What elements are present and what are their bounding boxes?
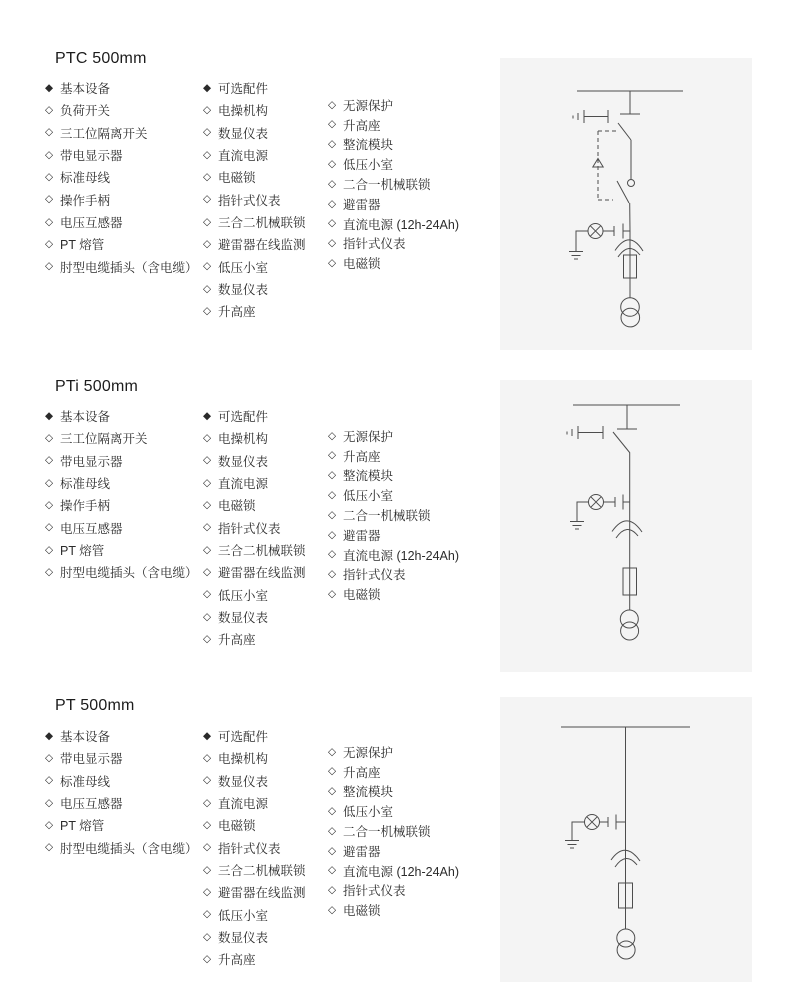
list-item-label: 升高座: [218, 633, 256, 648]
optional-accessories-list: [203, 725, 306, 970]
pt-single-line-diagram: [500, 697, 752, 982]
list-item: [203, 278, 306, 300]
diamond-hollow-icon: ◇: [328, 904, 337, 917]
diamond-hollow-icon: ◇: [328, 805, 337, 818]
diamond-hollow-icon: ◇: [45, 237, 54, 250]
list-item-label: 低压小室: [343, 158, 394, 173]
list-item: [328, 426, 459, 446]
list-item: [203, 792, 306, 814]
diamond-filled-icon: ◆: [203, 81, 212, 94]
list-item-label: 无源保护: [343, 745, 394, 760]
list-header: [45, 405, 198, 427]
list-item: [328, 95, 459, 115]
list-item: [328, 801, 459, 821]
optional-accessories-list-extra: [328, 95, 459, 273]
list-item: [203, 450, 306, 472]
list-item: [328, 861, 459, 881]
disconnector-switch-icon: [613, 432, 630, 453]
list-item-label: 三工位隔离开关: [60, 126, 148, 141]
list-item-label: 电磁锁: [218, 819, 256, 834]
list-item-label: 电磁锁: [218, 499, 256, 514]
diamond-filled-icon: ◆: [45, 81, 54, 94]
diamond-hollow-icon: ◇: [203, 796, 212, 809]
list-item-label: 低压小室: [218, 588, 269, 603]
ptc-single-line-diagram: [500, 58, 752, 350]
list-item-label: 整流模块: [343, 785, 394, 800]
diamond-hollow-icon: ◇: [328, 785, 337, 798]
list-item-label: 二合一机械联锁: [343, 825, 431, 840]
diamond-hollow-icon: ◇: [45, 260, 54, 273]
list-item: [328, 821, 459, 841]
diamond-hollow-icon: ◇: [203, 476, 212, 489]
diamond-hollow-icon: ◇: [203, 432, 212, 445]
list-item-label: 三合二机械联锁: [218, 863, 306, 878]
list-item-label: 避雷器: [343, 197, 381, 212]
diamond-hollow-icon: ◇: [328, 548, 337, 561]
basic-equipment-list: [45, 725, 198, 859]
list-header-label: 可选配件: [218, 730, 269, 745]
diamond-hollow-icon: ◇: [328, 489, 337, 502]
list-header-label: 可选配件: [218, 410, 269, 425]
diamond-hollow-icon: ◇: [328, 508, 337, 521]
basic-equipment-list: [45, 405, 198, 583]
list-item-label: 带电显示器: [60, 149, 123, 164]
list-item: [203, 472, 306, 494]
list-item-label: 升高座: [218, 305, 256, 320]
list-item: [203, 427, 306, 449]
list-item: [203, 516, 306, 538]
indicator-lamp-cross-icon: [591, 497, 602, 508]
list-item: [328, 584, 459, 604]
list-item: [328, 253, 459, 273]
list-item-label: 避雷器在线监测: [218, 566, 306, 581]
list-item: [328, 881, 459, 901]
list-item: [203, 747, 306, 769]
list-item: [45, 792, 198, 814]
list-item: [45, 494, 198, 516]
list-item: [203, 144, 306, 166]
list-item: [45, 539, 198, 561]
list-item: [45, 450, 198, 472]
diamond-hollow-icon: ◇: [328, 824, 337, 837]
voltage-indicator-branch: [576, 231, 630, 251]
list-item: [328, 505, 459, 525]
contact-point-icon: [628, 180, 635, 187]
list-item-label: 肘型电缆插头（含电缆）: [60, 566, 198, 581]
list-item: [203, 122, 306, 144]
list-item-label: 升高座: [343, 118, 381, 133]
list-item: [203, 583, 306, 605]
list-item-label: 避雷器在线监测: [218, 238, 306, 253]
list-item: [45, 561, 198, 583]
list-item-label: 低压小室: [343, 489, 394, 504]
diamond-hollow-icon: ◇: [45, 432, 54, 445]
list-header-label: 基本设备: [60, 730, 111, 745]
list-item-label: 数显仪表: [218, 610, 269, 625]
diamond-hollow-icon: ◇: [203, 215, 212, 228]
earthing-switch-icon: [573, 110, 608, 123]
list-item-label: 肘型电缆插头（含电缆）: [60, 841, 198, 856]
list-item: [203, 539, 306, 561]
list-item: [328, 782, 459, 802]
list-item: [45, 166, 198, 188]
list-item: [328, 234, 459, 254]
diamond-hollow-icon: ◇: [328, 257, 337, 270]
optional-accessories-list: [203, 77, 306, 322]
diamond-hollow-icon: ◇: [203, 171, 212, 184]
list-item-label: 标准母线: [60, 171, 111, 186]
cable-connector-icon: [612, 521, 642, 538]
list-item: [203, 859, 306, 881]
list-item-label: PT 熔管: [60, 819, 105, 834]
diamond-hollow-icon: ◇: [203, 237, 212, 250]
diamond-hollow-icon: ◇: [203, 752, 212, 765]
pti-single-line-diagram: [500, 380, 752, 672]
diamond-hollow-icon: ◇: [203, 885, 212, 898]
list-item: [328, 742, 459, 762]
capacitor-divider-icon: [615, 495, 623, 510]
list-item-label: 带电显示器: [60, 752, 123, 767]
list-item-label: 整流模块: [343, 138, 394, 153]
list-item: [203, 881, 306, 903]
voltage-transformer-icon: [617, 941, 635, 959]
list-item: [45, 516, 198, 538]
list-item: [45, 233, 198, 255]
diamond-hollow-icon: ◇: [45, 104, 54, 117]
diamond-hollow-icon: ◇: [328, 588, 337, 601]
disconnector-switch-icon: [618, 123, 631, 179]
diamond-hollow-icon: ◇: [203, 193, 212, 206]
optional-accessories-list-extra: [328, 742, 459, 920]
list-item-label: 操作手柄: [60, 193, 111, 208]
diamond-hollow-icon: ◇: [203, 841, 212, 854]
diamond-hollow-icon: ◇: [203, 148, 212, 161]
diamond-hollow-icon: ◇: [45, 819, 54, 832]
list-item: [45, 814, 198, 836]
list-item-label: 指针式仪表: [343, 884, 406, 899]
list-item: [203, 926, 306, 948]
diamond-hollow-icon: ◇: [45, 454, 54, 467]
diamond-hollow-icon: ◇: [328, 469, 337, 482]
diamond-hollow-icon: ◇: [328, 528, 337, 541]
diamond-hollow-icon: ◇: [203, 565, 212, 578]
list-item-label: 电磁锁: [343, 588, 381, 603]
list-item: [203, 188, 306, 210]
indicator-lamp-cross-icon: [590, 226, 601, 237]
diamond-hollow-icon: ◇: [203, 774, 212, 787]
list-item-label: 电操机构: [218, 432, 269, 447]
optional-accessories-list: [203, 405, 306, 650]
capacitor-divider-icon: [608, 815, 616, 830]
list-item-label: 直流电源: [218, 149, 269, 164]
list-item-label: 升高座: [218, 953, 256, 968]
list-item-label: 电操机构: [218, 752, 269, 767]
list-item: [328, 174, 459, 194]
list-item-label: 负荷开关: [60, 104, 111, 119]
list-item-label: 直流电源 (12h-24Ah): [343, 548, 460, 563]
list-item-label: 指针式仪表: [343, 237, 406, 252]
list-item: [328, 154, 459, 174]
diamond-hollow-icon: ◇: [203, 588, 212, 601]
diamond-hollow-icon: ◇: [328, 158, 337, 171]
busbar-drop: [617, 405, 637, 429]
diamond-hollow-icon: ◇: [45, 499, 54, 512]
earth-icon: [570, 522, 584, 530]
list-item: [45, 99, 198, 121]
list-item: [45, 211, 198, 233]
list-item-label: 电压互感器: [60, 215, 123, 230]
list-item-label: 电压互感器: [60, 797, 123, 812]
list-item: [203, 948, 306, 970]
list-item-label: 电压互感器: [60, 521, 123, 536]
list-item-label: 数显仪表: [218, 454, 269, 469]
list-item-label: 直流电源: [218, 477, 269, 492]
list-item-label: 升高座: [343, 449, 381, 464]
earth-icon: [569, 252, 583, 260]
list-item: [203, 561, 306, 583]
earthing-switch-icon: [567, 426, 603, 439]
list-item-label: 数显仪表: [218, 774, 269, 789]
list-item-label: 电磁锁: [343, 257, 381, 272]
diamond-hollow-icon: ◇: [203, 126, 212, 139]
diamond-hollow-icon: ◇: [45, 543, 54, 556]
list-header-label: 基本设备: [60, 410, 111, 425]
list-item: [328, 194, 459, 214]
list-item: [203, 166, 306, 188]
list-item: [328, 762, 459, 782]
list-item-label: 带电显示器: [60, 454, 123, 469]
list-item: [328, 214, 459, 234]
diamond-hollow-icon: ◇: [328, 844, 337, 857]
list-item-label: 数显仪表: [218, 282, 269, 297]
list-header: [203, 725, 306, 747]
diamond-hollow-icon: ◇: [328, 864, 337, 877]
list-item-label: 低压小室: [218, 908, 269, 923]
list-item: [328, 545, 459, 565]
list-item: [328, 485, 459, 505]
section-title-pt: PT 500mm: [55, 697, 135, 714]
diamond-hollow-icon: ◇: [45, 148, 54, 161]
list-item-label: 数显仪表: [218, 126, 269, 141]
diamond-hollow-icon: ◇: [203, 499, 212, 512]
list-item: [328, 466, 459, 486]
diamond-hollow-icon: ◇: [328, 197, 337, 210]
list-item-label: 升高座: [343, 765, 381, 780]
cable-connector-icon: [615, 240, 643, 257]
circuit-diagram-panel: [500, 697, 752, 982]
list-item: [328, 135, 459, 155]
list-item: [328, 565, 459, 585]
list-item-label: 操作手柄: [60, 499, 111, 514]
list-item: [45, 770, 198, 792]
diamond-hollow-icon: ◇: [45, 476, 54, 489]
list-item: [45, 472, 198, 494]
list-item-label: 肘型电缆插头（含电缆）: [60, 260, 198, 275]
list-item: [45, 122, 198, 144]
interlock-linkage-icon: [598, 131, 617, 200]
diamond-hollow-icon: ◇: [45, 193, 54, 206]
busbar-drop: [620, 91, 640, 114]
list-item-label: 指针式仪表: [218, 841, 281, 856]
section-title-ptc: PTC 500mm: [55, 50, 147, 67]
list-item: [45, 427, 198, 449]
list-item-label: 低压小室: [343, 805, 394, 820]
diamond-hollow-icon: ◇: [203, 521, 212, 534]
list-item-label: 无源保护: [343, 98, 394, 113]
diamond-hollow-icon: ◇: [328, 449, 337, 462]
diamond-hollow-icon: ◇: [203, 543, 212, 556]
diamond-hollow-icon: ◇: [203, 908, 212, 921]
diamond-filled-icon: ◆: [45, 409, 54, 422]
list-item-label: 标准母线: [60, 477, 111, 492]
diamond-hollow-icon: ◇: [45, 126, 54, 139]
list-item-label: 避雷器: [343, 844, 381, 859]
diamond-hollow-icon: ◇: [203, 632, 212, 645]
list-item-label: 指针式仪表: [218, 521, 281, 536]
list-item: [203, 300, 306, 322]
list-item: [45, 836, 198, 858]
diamond-hollow-icon: ◇: [45, 215, 54, 228]
list-item-label: 直流电源: [218, 797, 269, 812]
diamond-hollow-icon: ◇: [203, 454, 212, 467]
diamond-hollow-icon: ◇: [45, 171, 54, 184]
list-item-label: 电磁锁: [218, 171, 256, 186]
diamond-hollow-icon: ◇: [203, 819, 212, 832]
diamond-hollow-icon: ◇: [203, 104, 212, 117]
list-item: [203, 211, 306, 233]
capacitor-divider-icon: [614, 224, 623, 239]
diamond-hollow-icon: ◇: [328, 745, 337, 758]
diamond-hollow-icon: ◇: [203, 610, 212, 623]
diamond-hollow-icon: ◇: [45, 565, 54, 578]
list-item: [328, 446, 459, 466]
list-item: [203, 255, 306, 277]
diamond-hollow-icon: ◇: [203, 282, 212, 295]
diamond-filled-icon: ◆: [203, 729, 212, 742]
list-item-label: 电磁锁: [343, 904, 381, 919]
voltage-transformer-icon: [621, 622, 639, 640]
list-item-label: 三合二机械联锁: [218, 215, 306, 230]
list-item-label: 直流电源 (12h-24Ah): [343, 217, 460, 232]
voltage-transformer-icon: [621, 308, 640, 327]
diamond-filled-icon: ◆: [45, 729, 54, 742]
diamond-filled-icon: ◆: [203, 409, 212, 422]
list-item-label: 三工位隔离开关: [60, 432, 148, 447]
diamond-hollow-icon: ◇: [203, 304, 212, 317]
list-item: [203, 494, 306, 516]
list-header-label: 可选配件: [218, 82, 269, 97]
earth-icon: [565, 841, 579, 849]
list-item-label: 避雷器: [343, 528, 381, 543]
list-item-label: 三合二机械联锁: [218, 543, 306, 558]
list-item: [203, 770, 306, 792]
list-item-label: 避雷器在线监测: [218, 886, 306, 901]
list-item: [45, 747, 198, 769]
list-item: [328, 900, 459, 920]
list-item-label: 低压小室: [218, 260, 269, 275]
diamond-hollow-icon: ◇: [45, 521, 54, 534]
diamond-hollow-icon: ◇: [203, 260, 212, 273]
diamond-hollow-icon: ◇: [328, 98, 337, 111]
diamond-hollow-icon: ◇: [45, 841, 54, 854]
diamond-hollow-icon: ◇: [45, 796, 54, 809]
list-item: [45, 255, 198, 277]
list-header: [45, 725, 198, 747]
list-item-label: 标准母线: [60, 774, 111, 789]
indicator-lamp-cross-icon: [587, 817, 598, 828]
list-header: [203, 405, 306, 427]
diamond-hollow-icon: ◇: [203, 863, 212, 876]
list-item-label: 电操机构: [218, 104, 269, 119]
diamond-hollow-icon: ◇: [328, 568, 337, 581]
circuit-diagram-panel: [500, 380, 752, 672]
list-item-label: 直流电源 (12h-24Ah): [343, 864, 460, 879]
diamond-hollow-icon: ◇: [328, 884, 337, 897]
list-item: [203, 606, 306, 628]
diamond-hollow-icon: ◇: [203, 952, 212, 965]
list-item: [203, 628, 306, 650]
list-item-label: 指针式仪表: [343, 568, 406, 583]
list-item-label: 二合一机械联锁: [343, 509, 431, 524]
optional-accessories-list-extra: [328, 426, 459, 604]
diamond-hollow-icon: ◇: [328, 118, 337, 131]
list-item-label: PT 熔管: [60, 238, 105, 253]
list-item: [203, 903, 306, 925]
diamond-hollow-icon: ◇: [328, 429, 337, 442]
diamond-hollow-icon: ◇: [328, 237, 337, 250]
list-item-label: 指针式仪表: [218, 193, 281, 208]
list-header-label: 基本设备: [60, 82, 111, 97]
diamond-hollow-icon: ◇: [328, 217, 337, 230]
circuit-diagram-panel: [500, 58, 752, 350]
list-item: [328, 841, 459, 861]
diamond-hollow-icon: ◇: [328, 177, 337, 190]
list-item-label: 二合一机械联锁: [343, 178, 431, 193]
list-item-label: PT 熔管: [60, 543, 105, 558]
basic-equipment-list: [45, 77, 198, 278]
list-header: [45, 77, 198, 99]
list-item: [328, 525, 459, 545]
diamond-hollow-icon: ◇: [45, 774, 54, 787]
diamond-hollow-icon: ◇: [203, 930, 212, 943]
list-item: [45, 144, 198, 166]
list-item: [203, 814, 306, 836]
list-item: [203, 233, 306, 255]
diamond-hollow-icon: ◇: [328, 765, 337, 778]
list-header: [203, 77, 306, 99]
diamond-hollow-icon: ◇: [328, 138, 337, 151]
list-item: [203, 836, 306, 858]
list-item: [203, 99, 306, 121]
diamond-hollow-icon: ◇: [45, 752, 54, 765]
list-item-label: 整流模块: [343, 469, 394, 484]
list-item-label: 无源保护: [343, 429, 394, 444]
list-item: [328, 115, 459, 135]
list-item-label: 数显仪表: [218, 930, 269, 945]
list-item: [45, 188, 198, 210]
voltage-transformer-icon: [621, 298, 640, 317]
section-title-pti: PTi 500mm: [55, 378, 139, 395]
